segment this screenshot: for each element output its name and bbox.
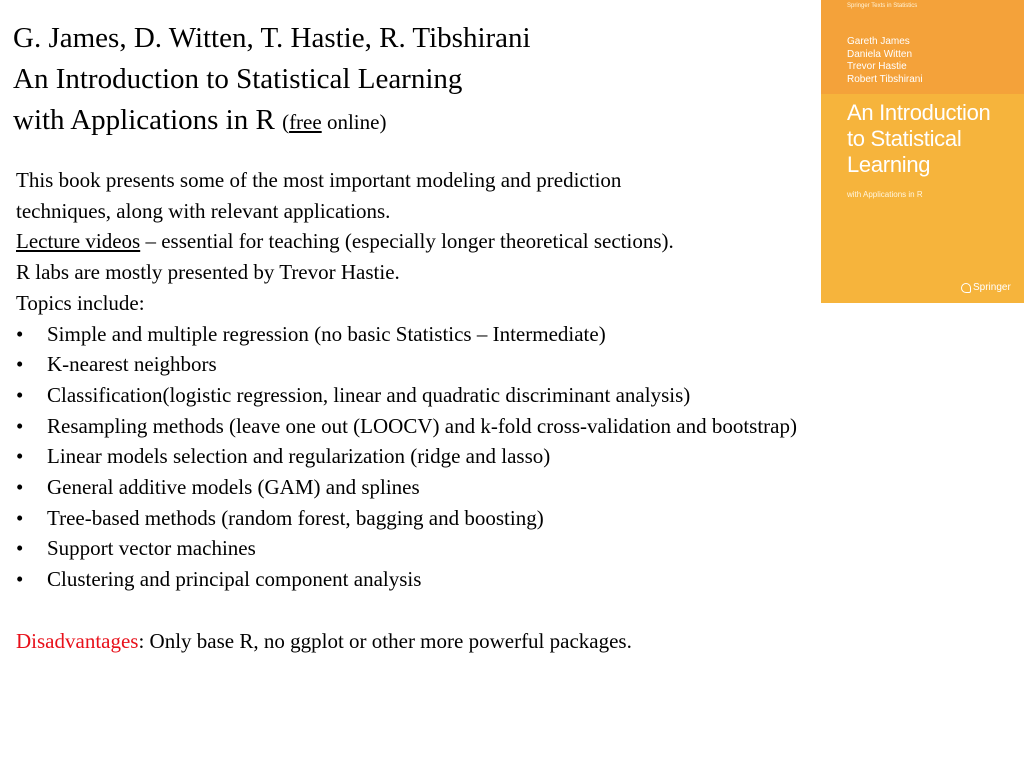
disadvantages-text: : Only base R, no ggplot or other more powerful packages. [138,628,632,653]
bullet-icon: • [16,505,24,530]
topic-text: Classification(logistic regression, linear and quadratic discriminant analysis) [47,382,691,407]
topic-text: Clustering and principal component analysis [47,567,422,592]
topic-text: General additive models (GAM) and splines [47,475,420,500]
topic-text: K-nearest neighbors [47,352,217,377]
intro-line-2: techniques, along with relevant applications. [16,198,391,223]
topic-text: Resampling methods (leave one out (LOOCV) and k-fold cross-validation and bootstrap) [47,413,797,438]
bullet-icon: • [16,536,24,561]
lecture-videos-text: – essential for teaching (especially longer theoretical sections). [140,229,674,254]
book-title: An Introduction to Statistical Learning [13,63,463,95]
topic-text: Support vector machines [47,536,256,561]
list-item [16,411,976,442]
topic-text: Tree-based methods (random forest, bagging and boosting) [47,505,544,530]
topics-label: Topics include: [16,290,145,315]
cover-title-line: An Introduction [847,100,991,125]
list-item [16,564,976,595]
bullet-icon: • [16,567,24,592]
disadvantages-label: Disadvantages [16,628,139,653]
paren-open: ( [282,110,290,134]
cover-authors [847,36,923,86]
slide-heading [13,18,531,143]
cover-subtitle: with Applications in R [847,190,923,199]
spacer [16,595,976,626]
topics-list [16,319,976,595]
list-item [16,441,976,472]
book-authors: G. James, D. Witten, T. Hastie, R. Tibshirani [13,22,531,54]
free-online-note [282,110,386,134]
intro-line-1: This book presents some of the most important modeling and prediction [16,168,622,192]
cover-author: Daniela Witten [847,48,913,60]
cover-author: Trevor Hastie [847,61,907,72]
cover-publisher-name: Springer [973,282,1011,293]
bullet-icon: • [16,352,24,377]
bullet-icon: • [16,382,24,407]
cover-series: Springer Texts in Statistics [847,3,918,9]
list-item [16,503,976,534]
book-subtitle-line [13,100,531,143]
cover-title-line: Learning [847,152,931,177]
disadvantages-line [16,626,976,657]
list-item [16,319,976,350]
free-link[interactable]: free [289,110,322,134]
bullet-icon: • [16,475,24,500]
cover-author: Gareth James [847,36,910,47]
book-subtitle: with Applications in R [13,104,275,136]
bullet-icon: • [16,321,24,346]
lecture-videos-link[interactable]: Lecture videos [16,229,141,254]
list-item [16,533,976,564]
list-item [16,472,976,503]
lecture-videos-line [16,226,976,257]
slide-body [16,165,976,656]
bullet-icon: • [16,444,24,469]
cover-title-line: to Statistical [847,126,962,151]
r-labs-line: R labs are mostly presented by Trevor Hastie. [16,260,400,285]
list-item [16,380,976,411]
topic-text: Linear models selection and regularization (ridge and lasso) [47,444,551,469]
cover-author: Robert Tibshirani [847,73,923,85]
list-item [16,349,976,380]
topic-text: Simple and multiple regression (no basic Statistics – Intermediate) [47,321,606,346]
bullet-icon: • [16,413,24,438]
free-online-rest: online) [321,110,387,134]
